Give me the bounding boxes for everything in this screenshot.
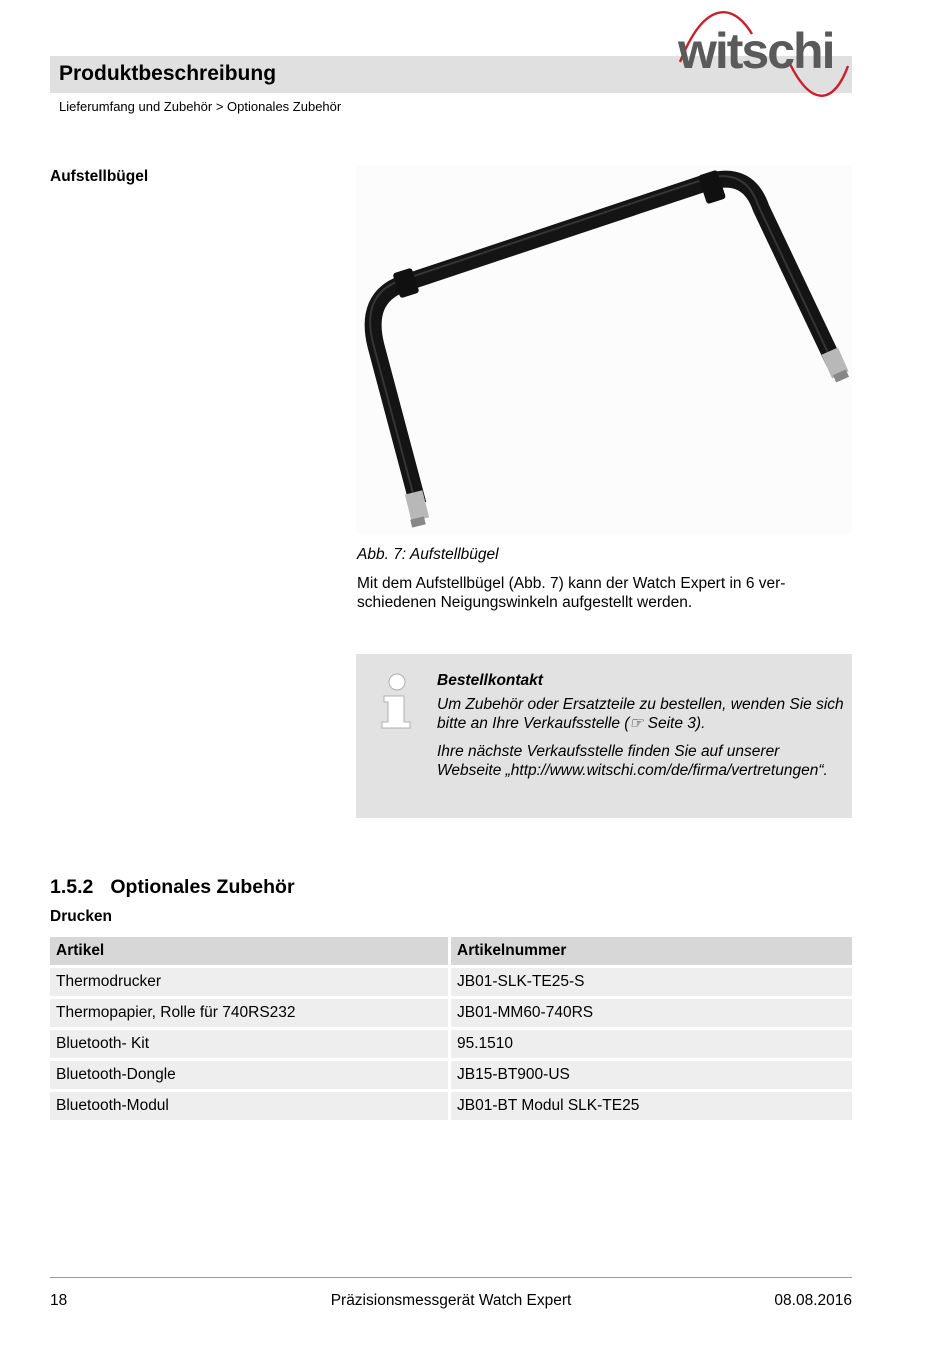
article-cell: Thermopapier, Rolle für 740RS232: [50, 999, 451, 1027]
witschi-logo: [672, 4, 850, 100]
page-reference-icon: ☞: [629, 715, 644, 732]
footer-date: 08.08.2016: [774, 1292, 852, 1309]
table-header-row: [50, 937, 852, 965]
stand-bracket-photo: [356, 166, 852, 534]
section-heading: Aufstellbügel: [50, 168, 149, 185]
table-row: [50, 968, 852, 996]
footer-divider: [50, 1277, 852, 1278]
subsection-heading: [50, 876, 295, 899]
table-row: [50, 1092, 852, 1120]
info-title: Bestellkontakt: [437, 672, 543, 689]
column-header-article-number: Artikelnummer: [451, 937, 852, 965]
body-paragraph: Mit dem Aufstellbügel (Abb. 7) kann der Watch Expert in 6 ver-schiedenen Neigungswinkeln aufgestellt werden.: [357, 575, 786, 611]
footer-page-number: 18: [50, 1292, 68, 1309]
breadcrumb: Lieferumfang und Zubehör > Optionales Zubehör: [59, 99, 342, 114]
table-row: [50, 1061, 852, 1089]
article-number-cell: 95.1510: [451, 1030, 852, 1058]
accessory-table: [50, 934, 852, 1123]
figure-caption: Abb. 7: Aufstellbügel: [357, 546, 499, 563]
info-paragraph-2: Ihre nächste Verkaufsstelle finden Sie auf unserer Webseite „http://www.witschi.com/de/firma/vertretungen“.: [437, 743, 828, 779]
subheading: Drucken: [50, 908, 113, 925]
info-box: [356, 654, 852, 818]
logo-wordmark: witschi: [678, 23, 834, 79]
article-cell: Bluetooth- Kit: [50, 1030, 451, 1058]
subsection-number: 1.5.2: [50, 876, 94, 898]
article-number-cell: JB01-SLK-TE25-S: [451, 968, 852, 996]
table-row: [50, 1030, 852, 1058]
footer-doc-title: Präzisionsmessgerät Watch Expert: [330, 1292, 572, 1309]
article-cell: Bluetooth-Modul: [50, 1092, 451, 1120]
info-icon: [378, 672, 414, 730]
article-number-cell: JB01-BT Modul SLK-TE25: [451, 1092, 852, 1120]
info-paragraph-1: Um Zubehör oder Ersatzteile zu bestellen, wenden Sie sich bitte an Ihre Verkaufsstelle (☞ Seite 3).: [437, 696, 844, 732]
page-link[interactable]: Seite 3: [647, 715, 696, 732]
page-header-title: Produktbeschreibung: [59, 62, 277, 85]
article-cell: Bluetooth-Dongle: [50, 1061, 451, 1089]
article-number-cell: JB15-BT900-US: [451, 1061, 852, 1089]
subsection-title: Optionales Zubehör: [110, 876, 295, 898]
article-number-cell: JB01-MM60-740RS: [451, 999, 852, 1027]
table-row: [50, 999, 852, 1027]
column-header-article: Artikel: [50, 937, 451, 965]
article-cell: Thermodrucker: [50, 968, 451, 996]
